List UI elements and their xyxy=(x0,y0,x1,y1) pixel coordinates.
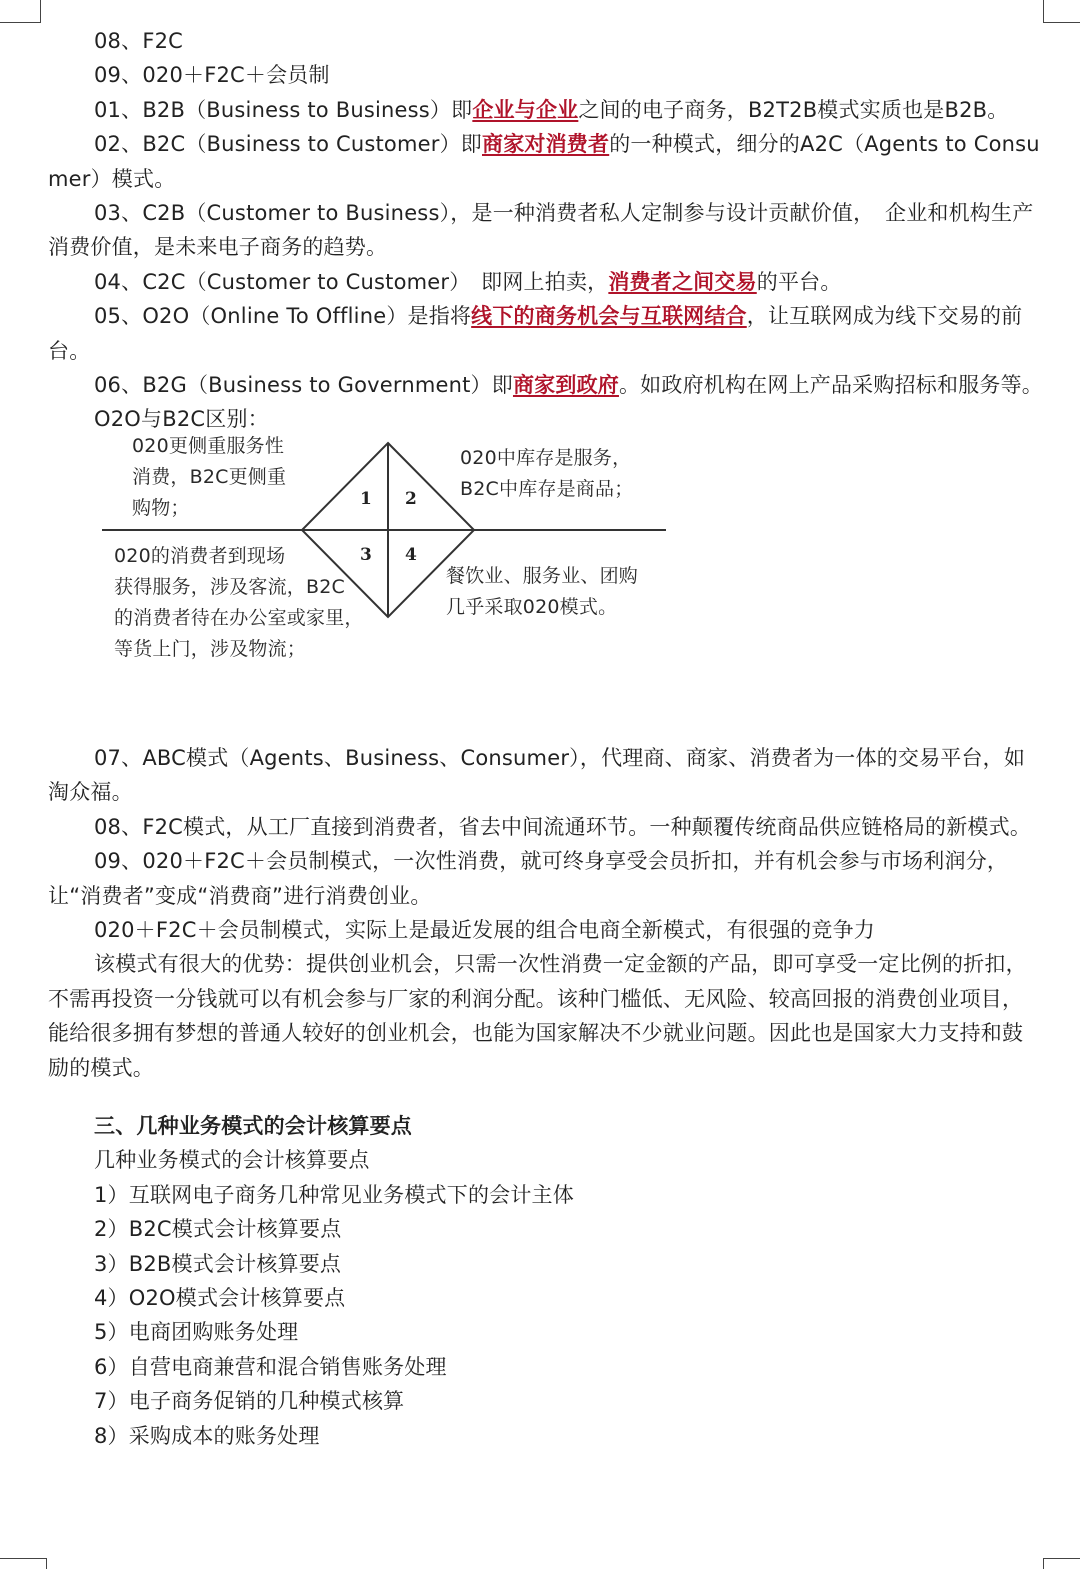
highlighted-term: 商家对消费者 xyxy=(482,132,610,157)
note-line: 获得服务，涉及客流，B2C xyxy=(114,575,345,598)
text-run: 之间的电子商务，B2T2B模式实质也是B2B。 xyxy=(578,97,1009,122)
note-line: 几乎采取020模式。 xyxy=(446,595,618,618)
highlighted-term: 线下的商务机会与互联网结合 xyxy=(471,304,747,329)
paragraph-p7 xyxy=(48,299,1044,368)
paragraph-p13 xyxy=(48,913,1044,947)
note-top-right xyxy=(460,443,633,505)
text-run: ，让互联网成为线下交易的前台。 xyxy=(48,304,1023,363)
section-subheading: 几种业务模式的会计核算要点 xyxy=(94,1148,370,1173)
text-run: 06、B2G（Business to Government）即 xyxy=(94,373,513,398)
text-run: 08、F2C模式，从工厂直接到消费者，省去中间流通环节。一种颠覆传统商品供应链格局的新模式。 xyxy=(94,814,1032,839)
section-list xyxy=(48,1178,1044,1453)
text-run: 07、ABC模式（Agents、Business、Consumer），代理商、商家、消费者为一体的交易平台，如淘众福。 xyxy=(48,745,1026,805)
quadrant-label-4: 4 xyxy=(405,544,418,565)
paragraph-p5 xyxy=(48,196,1044,265)
text-run: 03、C2B（Customer to Business），是一种消费者私人定制参与设计贡献价值， 企业和机构生产消费价值，是未来电子商务的趋势。 xyxy=(48,201,1034,260)
list-item: 4）O2O模式会计核算要点 xyxy=(94,1285,346,1310)
paragraph-group-middle xyxy=(48,741,1044,1085)
paragraph-p12 xyxy=(48,844,1044,913)
text-run: 020＋F2C＋会员制模式，实际上是最近发展的组合电商全新模式，有很强的竞争力 xyxy=(94,917,875,942)
quadrant-label-1: 1 xyxy=(360,488,373,509)
note-line: 020中库存是服务， xyxy=(460,446,632,469)
o2o-b2c-diagram xyxy=(48,434,1044,741)
highlighted-term: 商家到政府 xyxy=(512,373,619,398)
paragraph-p10 xyxy=(48,741,1044,810)
text-run: 01、B2B（Business to Business）即 xyxy=(94,97,473,122)
text-run: 该模式有很大的优势：提供创业机会，只需一次性消费一定金额的产品，即可享受一定比例的折扣，不需再投资一分钱就可以有机会参与厂家的利润分配。该种门槛低、无风险、较高回报的消费创业项目，能给很多拥有梦想的普通人较好的创业机会，也能为国家解决不少就业问题。因此也是国家大力支持和鼓励的模式。 xyxy=(48,952,1027,1080)
crop-mark-bottom-left xyxy=(0,1558,47,1569)
text-run: 的一种模式，细分的A2C（Agents to Consumer）模式。 xyxy=(48,132,1040,191)
document-body xyxy=(48,24,1044,1453)
section-heading: 三、几种业务模式的会计核算要点 xyxy=(94,1113,412,1138)
note-line: 等货上门，涉及物流； xyxy=(114,637,307,660)
text-run: 的平台。 xyxy=(756,269,842,294)
note-line: 020的消费者到现场 xyxy=(114,544,286,567)
crop-mark-top-right xyxy=(1043,0,1080,23)
list-item: 6）自营电商兼营和混合销售账务处理 xyxy=(94,1354,447,1379)
list-item: 1）互联网电子商务几种常见业务模式下的会计主体 xyxy=(94,1182,574,1207)
paragraph-p3 xyxy=(48,93,1044,127)
quadrant-label-2: 2 xyxy=(405,488,418,509)
note-bottom-left xyxy=(114,541,364,665)
paragraph-p8 xyxy=(48,368,1044,402)
crop-mark-top-left xyxy=(0,0,41,23)
list-item: 2）B2C模式会计核算要点 xyxy=(94,1217,342,1242)
note-line: B2C中库存是商品； xyxy=(460,477,634,500)
highlighted-term: 消费者之间交易 xyxy=(608,269,757,294)
paragraph-p2 xyxy=(48,58,1044,92)
crop-mark-bottom-right xyxy=(1043,1558,1080,1569)
text-run: 05、O2O（Online To Offline）是指将 xyxy=(94,304,472,329)
paragraph-p11 xyxy=(48,810,1044,844)
text-run: 09、020＋F2C＋会员制 xyxy=(94,63,330,88)
text-run: 04、C2C（Customer to Customer） 即网上拍卖， xyxy=(94,269,609,294)
list-item: 8）采购成本的账务处理 xyxy=(94,1423,320,1448)
note-line: 餐饮业、服务业、团购 xyxy=(446,564,639,587)
text-run: 08、F2C xyxy=(94,29,184,53)
note-bottom-right xyxy=(446,561,638,623)
note-top-left xyxy=(132,431,286,524)
paragraph-group-top xyxy=(48,24,1044,437)
paragraph-p14 xyxy=(48,947,1044,1085)
paragraph-p6 xyxy=(48,265,1044,299)
quadrant-label-3: 3 xyxy=(360,544,373,565)
highlighted-term: 企业与企业 xyxy=(472,97,579,122)
paragraph-p1 xyxy=(48,24,1044,58)
note-line: 消费，B2C更侧重 xyxy=(132,465,287,488)
text-run: O2O与B2C区别： xyxy=(94,407,269,432)
note-line: 的消费者待在办公室或家里， xyxy=(114,606,364,629)
text-run: 。如政府机构在网上产品采购招标和服务等。 xyxy=(618,373,1043,398)
paragraph-p4 xyxy=(48,127,1044,196)
list-item: 3）B2B模式会计核算要点 xyxy=(94,1251,342,1276)
note-line: 购物； xyxy=(132,496,190,519)
text-run: 09、020＋F2C＋会员制模式，一次性消费，就可终身享受会员折扣，并有机会参与市场利润分，让“消费者”变成“消费商”进行消费创业。 xyxy=(48,849,1009,908)
text-run: 02、B2C（Business to Customer）即 xyxy=(94,132,482,157)
list-item: 7）电子商务促销的几种模式核算 xyxy=(94,1389,405,1414)
note-line: 020更侧重服务性 xyxy=(132,434,285,457)
list-item: 5）电商团购账务处理 xyxy=(94,1320,299,1345)
